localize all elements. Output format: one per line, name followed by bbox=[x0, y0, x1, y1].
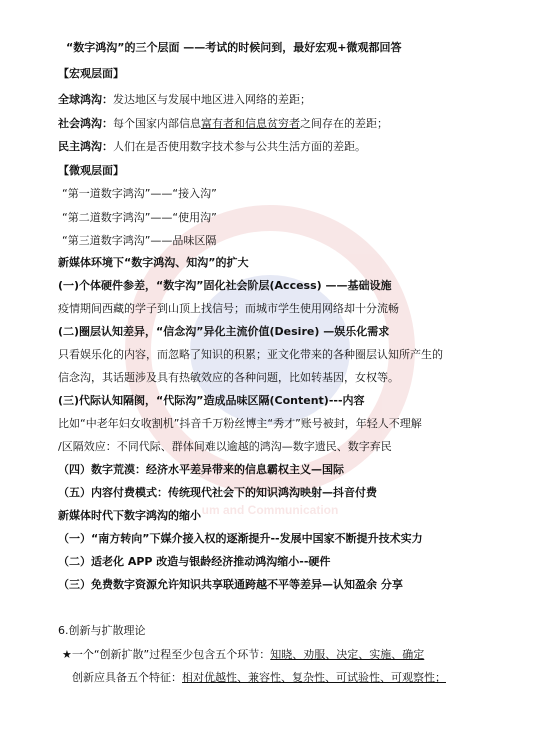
point-desire: (二)圈层认知差异，“信念沟”异化主流价值(Desire) —娱乐化需求 bbox=[58, 325, 390, 338]
heading-macro: 【宏观层面】 bbox=[58, 67, 124, 80]
section-innovation-diffusion: 6.创新与扩散理论 bbox=[58, 624, 146, 637]
def-global: 发达地区与发展中地区进入网络的差距； bbox=[113, 93, 311, 106]
micro-first-gap: “第一道数字鸿沟”——“接入沟” bbox=[62, 187, 217, 200]
innovation-features-list: 相对优越性、兼容性、复杂性、可试验性、可观察性； bbox=[182, 671, 446, 684]
example-desire-2: 信念沟，其话题涉及具有热敏效应的各种问题，比如转基因，女权等。 bbox=[58, 371, 399, 384]
innovation-features-label: 创新应具备五个特征： bbox=[72, 671, 182, 684]
term-social: 社会鸿沟： bbox=[58, 117, 113, 130]
micro-third-gap: “第三道数字鸿沟”——品味区隔 bbox=[62, 234, 217, 247]
watermark-text: um and Communication bbox=[201, 503, 339, 517]
narrowing-south-turn: （一）“南方转向”下媒介接入权的逐渐提升--发展中国家不断提升技术实力 bbox=[58, 532, 423, 545]
def-democracy: 人们在是否使用数字技术参与公共生活方面的差距。 bbox=[113, 140, 366, 153]
term-global: 全球鸿沟： bbox=[58, 93, 113, 106]
narrowing-free-resources: （三）免费数字资源允许知识共享联通跨越不平等差异—认知盈余 分享 bbox=[58, 578, 403, 591]
heading-three-levels: “数字鸿沟”的三个层面 ——考试的时候问到，最好宏观+微观都回答 bbox=[66, 41, 402, 54]
micro-second-gap: “第二道数字鸿沟”——“使用沟” bbox=[62, 211, 217, 224]
def-social-underlined: 富有者和信息贫穷者 bbox=[201, 117, 300, 130]
diffusion-stages-list: 知晓、劝服、决定、实施、确定 bbox=[270, 648, 425, 661]
macro-democracy bbox=[58, 139, 518, 155]
narrowing-elderly-app: （二）适老化 APP 改造与银龄经济推动鸿沟缩小--硬件 bbox=[58, 555, 331, 568]
example-content-1: 比如“中老年妇女收割机”抖音千万粉丝博主“秀才”账号被封，年轻人不理解 bbox=[58, 417, 422, 430]
def-social-1: 每个国家内部信息 bbox=[113, 117, 201, 130]
example-access: 疫情期间西藏的学子到山顶上找信号；而城市学生使用网络却十分流畅 bbox=[58, 302, 399, 315]
diffusion-stages-label: ★一个“创新扩散”过程至少包含五个环节： bbox=[62, 648, 271, 661]
term-democracy: 民主鸿沟： bbox=[58, 140, 113, 153]
example-content-2: /区隔效应：不同代际、群体间难以逾越的鸿沟—数字遗民、数字弃民 bbox=[58, 440, 392, 453]
point-paid-content: （五）内容付费模式：传统现代社会下的知识鸿沟映射—抖音付费 bbox=[58, 486, 377, 499]
point-access: (一)个体硬件参差，“数字沟”固化社会阶层(Access) ——基础设施 bbox=[58, 279, 392, 292]
def-social-2: 之间存在的差距； bbox=[300, 117, 388, 130]
macro-social bbox=[58, 116, 518, 132]
point-digital-desert: （四）数字荒漠：经济水平差异带来的信息霸权主义—国际 bbox=[58, 463, 344, 476]
heading-narrowing: 新媒体时代下数字鸿沟的缩小 bbox=[58, 509, 201, 522]
diffusion-stages bbox=[62, 647, 532, 663]
heading-micro: 【微观层面】 bbox=[58, 164, 124, 177]
macro-global bbox=[58, 92, 518, 108]
heading-expansion: 新媒体环境下“数字鸿沟、知沟”的扩大 bbox=[58, 256, 249, 269]
innovation-features bbox=[72, 670, 532, 686]
example-desire-1: 只看娱乐化的内容，而忽略了知识的积累；亚文化带来的各种圈层认知所产生的 bbox=[58, 348, 443, 361]
point-content: (三)代际认知隔阂，“代际沟”造成品味区隔(Content)---内容 bbox=[58, 394, 365, 407]
